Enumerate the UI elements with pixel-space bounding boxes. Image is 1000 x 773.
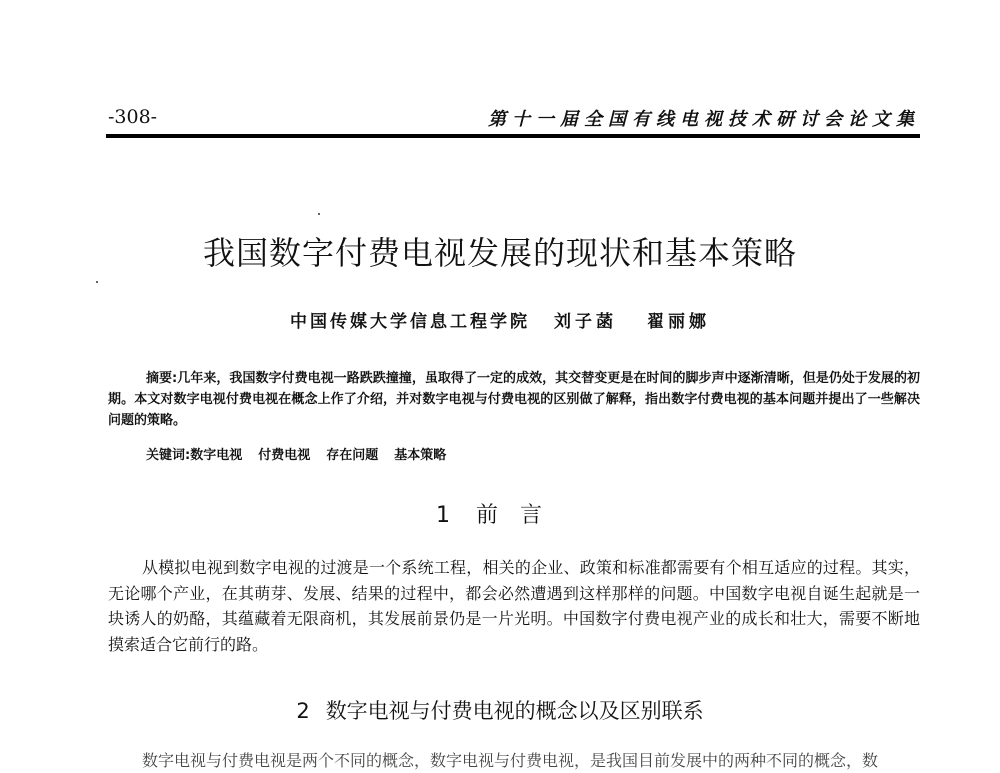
running-header: [108, 104, 920, 130]
section-number: 2: [296, 699, 310, 723]
running-title: 第十一届全国有线电视技术研讨会论文集: [488, 109, 920, 130]
keyword: 存在问题: [326, 448, 379, 463]
body-paragraph-truncated: 数字电视与付费电视是两个不同的概念，数字电视与付费电视，是我国目前发展中的两种不同的概念，数: [142, 751, 879, 770]
header-rule: [106, 134, 920, 138]
affiliation: 中国传媒大学信息工程学院: [290, 312, 530, 332]
paper-title: 我国数字付费电视发展的现状和基本策略: [202, 234, 797, 272]
keyword: 基本策略: [394, 448, 447, 463]
section-title: 前言: [475, 503, 564, 528]
author-name: 刘子菡: [554, 312, 617, 332]
keywords-label: 关键词:: [146, 448, 191, 463]
keyword: 付费电视: [258, 448, 311, 463]
section-title: 数字电视与付费电视的概念以及区别联系: [325, 699, 704, 723]
page-number: -308-: [108, 106, 158, 128]
keyword: 数字电视: [190, 448, 243, 463]
body-paragraph: 从模拟电视到数字电视的过渡是一个系统工程，相关的企业、政策和标准都需要有个相互适应的过程。其实，无论哪个产业，在其萌芽、发展、结果的过程中，都会必然遭遇到这样那样的问题。中国数字电视自诞生起就是一块诱人的奶酪，其蕴藏着无限商机，其发展前景仍是一片光明。中国数字付费电视产业的成长和壮大，需要不断地摸索适合它前行的路。: [108, 558, 920, 654]
section-heading: [0, 695, 1000, 725]
abstract: 摘要:几年来，我国数字付费电视一路跌跌撞撞，虽取得了一定的成效，其交替变更是在时间的脚步声中逐渐清晰，但是仍处于发展的初期。本文对数字电视付费电视在概念上作了介绍，并对数字电视与付费电视的区别做了解释，指出数字付费电视的基本问题并提出了一些解决问题的策略。: [108, 371, 920, 428]
scan-speck: [318, 213, 320, 215]
scan-speck: [96, 281, 98, 283]
keywords: [146, 446, 462, 466]
section-heading: [0, 498, 1000, 529]
author-line: [0, 307, 1000, 332]
section-number: 1: [435, 503, 450, 528]
author-name: 翟丽娜: [647, 312, 710, 332]
